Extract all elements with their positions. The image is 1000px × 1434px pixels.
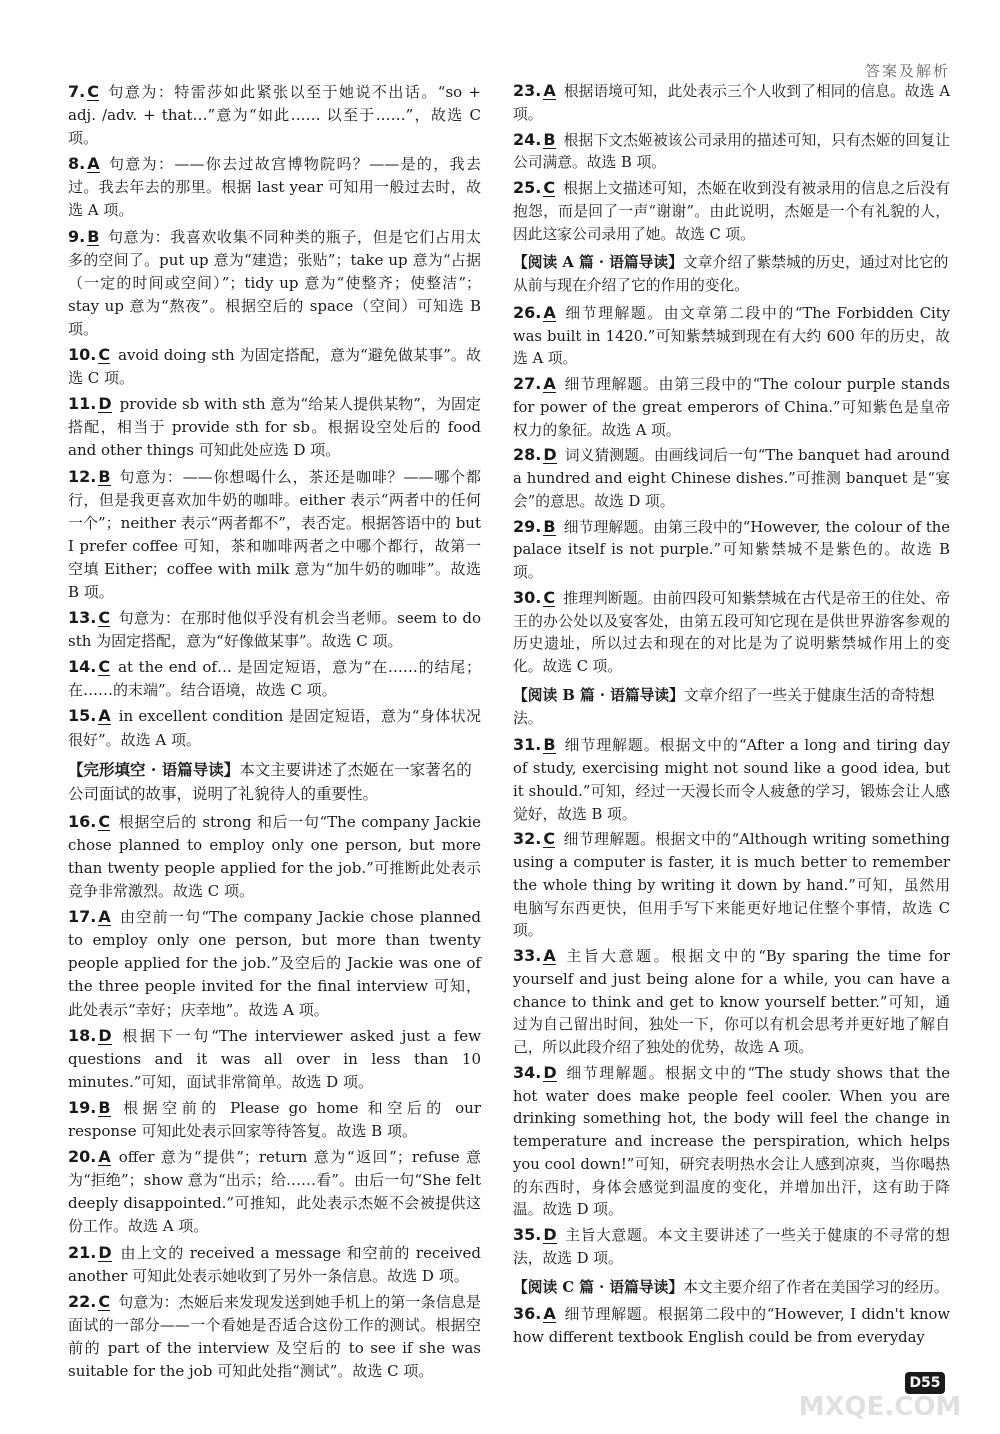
answer-letter: A: [543, 1304, 556, 1324]
answer-letter: C: [87, 82, 99, 101]
question-number: 32.: [513, 829, 542, 849]
answer-item: [68, 465, 481, 605]
answer-item: [513, 828, 950, 943]
answer-letter: B: [543, 129, 556, 149]
explanation-text: 句意为：特雷莎如此紧张以至于她说不出话。“so + adj. /adv. + that…”意为“如此…… 以至于……”，故选 C 项。: [68, 83, 481, 148]
explanation-text: 推理判断题。由前四段可知紫禁城在古代是帝王的住处、帝王的办公处以及宴客处，由第五段可知它现在是供世界游客参观的历史遗址，所以过去和现在的对比是为了说明紫禁城作用上的变化。故选 C 项。: [513, 589, 950, 675]
watermark-text: MXQE.COM: [798, 1392, 962, 1422]
explanation-text: 根据语境可知，此处表示三个人收到了相同的信息。故选 A 项。: [513, 83, 950, 123]
answer-item: [68, 905, 481, 1021]
answer-letter: C: [98, 345, 111, 365]
question-number: 36.: [513, 1304, 542, 1324]
section-guide-title: 【完形填空 · 语篇导读】: [68, 759, 240, 779]
section-guide: [513, 1277, 950, 1300]
answer-item: [68, 152, 481, 222]
section-guide-body: 本文主要介绍了作者在美国学习的经历。: [683, 1278, 949, 1296]
answer-item: [513, 129, 950, 176]
question-number: 10.: [68, 345, 97, 365]
answer-letter: B: [543, 516, 556, 536]
answer-item: [513, 1224, 950, 1271]
question-number: 15.: [68, 706, 97, 726]
answer-letter: D: [543, 1225, 557, 1244]
explanation-text: 句意为：我喜欢收集不同种类的瓶子，但是它们占用太多的空间了。put up 意为“建造；张贴”；take up 意为“占据（一定的时间或空间）”；tidy up 意为“使整齐；使整洁”；stay up 意为“熬夜”。根据空后的 space（空间）可知选 B 项。: [68, 227, 481, 338]
question-number: 31.: [513, 735, 542, 755]
answer-letter: C: [543, 587, 556, 607]
explanation-text: 根据下文杰姬被该公司录用的描述可知，只有杰姬的回复让公司满意。故选 B 项。: [513, 131, 950, 172]
answer-item: [68, 1096, 481, 1143]
question-number: 18.: [68, 1025, 97, 1045]
answer-item: [513, 444, 950, 513]
answer-item: [68, 1024, 481, 1094]
question-number: 14.: [68, 657, 97, 677]
answer-letter: A: [87, 154, 100, 174]
right-column: [513, 80, 950, 1352]
answer-letter: C: [543, 178, 556, 197]
question-number: 9.: [68, 226, 86, 246]
section-guide-title: 【阅读 A 篇 · 语篇导读】: [513, 254, 683, 272]
question-number: 13.: [68, 608, 97, 628]
left-column: [68, 80, 481, 1385]
answer-item: [513, 80, 950, 127]
answer-letter: A: [543, 374, 556, 393]
answer-letter: B: [543, 735, 556, 755]
explanation-text: 细节理解题。由文章第二段中的“The Forbidden City was built in 1420.”可知紫禁城到现在有大约 600 年的历史，故选 A 项。: [513, 304, 950, 368]
answer-item: [513, 516, 950, 585]
explanation-text: 句意为：在那时他似乎没有机会当老师。seem to do sth 为固定搭配，意为“好像做某事”。故选 C 项。: [68, 609, 481, 651]
explanation-text: 由上文的 received a message 和空前的 received another 可知此处表示她收到了另外一条信息。故选 D 项。: [68, 1243, 481, 1285]
question-number: 24.: [513, 129, 542, 149]
answer-letter: C: [98, 657, 111, 677]
question-number: 21.: [68, 1242, 97, 1262]
question-number: 8.: [68, 154, 86, 174]
explanation-text: 根据空前的 Please go home 和空后的 our response 可知此处表示回家等待答复。故选 B 项。: [68, 1098, 481, 1141]
question-number: 7.: [68, 82, 86, 101]
explanation-text: 由空前一句“The company Jackie chose planned to employ only one person, but more than twenty people applied for the job.”及空后的 Jackie was one of the three people invited for the final interview 可知，此处表示“幸好；庆幸地”。故选 A 项。: [68, 908, 481, 1019]
explanation-text: 细节理解题。根据文中的“After a long and tiring day of study, exercising might not sound like a good idea, but it should.”可知，经过一天漫长而令人疲惫的学习，锻炼会让人感觉好，故选 B 项。: [513, 737, 950, 823]
explanation-text: offer 意为“提供”；return 意为“返回”；refuse 意为“拒绝”；show 意为“出示；给……看”。由后一句“She felt deeply disappointed.”可推知，此处表示杰姬不会被提供这份工作。故选 A 项。: [68, 1148, 481, 1236]
answer-item: [513, 177, 950, 246]
explanation-text: 根据下一句“The interviewer asked just a few questions and it was all over in less than 10 minutes.”可知，面试非常简单。故选 D 项。: [68, 1026, 481, 1091]
answer-item: [513, 373, 950, 442]
question-number: 20.: [68, 1147, 97, 1167]
question-number: 26.: [513, 302, 542, 322]
answer-letter: C: [98, 608, 111, 628]
answer-item: [68, 606, 481, 653]
answer-item: [513, 734, 950, 826]
answer-item: [68, 704, 481, 751]
question-number: 16.: [68, 811, 97, 831]
page-number: D55: [905, 1372, 945, 1394]
question-number: 34.: [513, 1062, 542, 1082]
answer-letter: B: [98, 1097, 111, 1117]
question-number: 25.: [513, 178, 542, 197]
answer-item: [68, 1290, 481, 1383]
explanation-text: at the end of… 是固定短语，意为“在……的结尾；在……的末端”。结合语境，故选 C 项。: [68, 658, 481, 700]
answer-item: [68, 80, 481, 150]
section-guide-body: 文章介绍了一些关于健康生活的奇特想法。: [513, 686, 935, 727]
question-number: 28.: [513, 445, 542, 465]
question-number: 30.: [513, 587, 542, 607]
explanation-text: 细节理解题。根据文中的“The study shows that the hot water does make people feel cooler. When you are drinking something hot, the body will feel the change in temperature and increase the perspiration, which helps you cool down!”可知，研究表明热水会让人感到凉爽，当你喝热的东西时，身体会感觉到温度的变化，并增加出汗，这有助于降温。故选 D 项。: [513, 1064, 950, 1219]
watermark: [790, 1330, 970, 1430]
answer-letter: A: [98, 1147, 111, 1167]
explanation-text: 句意为：杰姬后来发现发送到她手机上的第一条信息是面试的一部分——一个看她是否适合这份工作的测试。根据空前的 part of the interview 及空后的 to see if she was suitable for the job 可知此处指“测试”。故选 C 项。: [68, 1292, 481, 1380]
section-guide-body: 文章介绍了紫禁城的历史，通过对比它的从前与现在介绍了它的作用的变化。: [513, 254, 949, 294]
explanation-text: 根据上文描述可知，杰姬在收到没有被录用的信息之后没有抱怨，而是回了一声“谢谢”。由此说明，杰姬是一个有礼貌的人，因此这家公司录用了她。故选 C 项。: [513, 180, 950, 243]
answer-letter: A: [543, 946, 556, 965]
answer-item: [68, 1145, 481, 1238]
explanation-text: avoid doing sth 为固定搭配，意为“避免做某事”。故选 C 项。: [68, 346, 481, 388]
answer-letter: A: [543, 302, 556, 322]
answer-item: [513, 302, 950, 371]
question-number: 35.: [513, 1225, 542, 1244]
question-number: 17.: [68, 907, 97, 927]
explanation-text: 细节理解题。由第三段中的“However, the colour of the palace itself is not purple.”可知紫禁城不是紫色的。故选 B 项。: [513, 518, 950, 581]
answer-item: [513, 587, 950, 679]
section-guide: [513, 685, 950, 731]
answer-letter: C: [98, 811, 111, 831]
explanation-text: provide sb with sth 意为“给某人提供某物”，为固定搭配，相当于 provide sth for sb。根据设空处后的 food and other things 可知此处应选 D 项。: [68, 395, 481, 460]
answer-letter: D: [543, 1062, 557, 1082]
section-guide-title: 【阅读 C 篇 · 语篇导读】: [513, 1278, 684, 1296]
explanation-text: 词义猜测题。由画线词后一句“The banquet had around a hundred and eight Chinese dishes.”可推测 banquet 是“宴会”的意思。故选 D 项。: [513, 447, 950, 510]
answer-letter: C: [98, 1291, 111, 1311]
answer-item: [68, 225, 481, 341]
question-number: 29.: [513, 516, 542, 536]
explanation-text: 细节理解题。根据文中的“Although writing something using a computer is faster, it is much better to remember the whole thing by writing it down by hand.”可知，虽然用电脑写东西更快，但用手写下来能更好地记住整个事情，故选 C 项。: [513, 831, 950, 940]
explanation-text: 细节理解题。由第三段中的“The colour purple stands for power of the great emperors of China.”可知紫色是皇帝权力的象征。故选 A 项。: [513, 376, 950, 439]
answer-letter: B: [87, 226, 100, 246]
answer-letter: B: [98, 466, 111, 486]
explanation-text: 根据空后的 strong 和后一句“The company Jackie chose planned to employ only one person, but more than twenty people applied for the job.”可推断此处表示竞争非常激烈。故选 C 项。: [68, 812, 481, 901]
explanation-text: 细节理解题。根据第二段中的“However, I didn't know how different textbook English could be from everyday: [513, 1306, 950, 1346]
question-number: 19.: [68, 1097, 97, 1117]
question-number: 22.: [68, 1291, 97, 1311]
answer-letter: D: [543, 445, 557, 465]
answer-letter: A: [98, 706, 111, 726]
answer-item: [68, 392, 481, 462]
answer-item: [513, 945, 950, 1060]
question-number: 11.: [68, 394, 97, 414]
answer-letter: D: [98, 1025, 112, 1045]
section-guide: [513, 252, 950, 298]
explanation-text: 主旨大意题。本文主要讲述了一些关于健康的不寻常的想法，故选 D 项。: [513, 1227, 950, 1267]
section-guide: [68, 758, 481, 806]
answer-letter: D: [98, 394, 112, 414]
answer-item: [68, 343, 481, 390]
explanation-text: 句意为：——你去过故宫博物院吗？——是的，我去过。我去年去的那里。根据 last year 可知用一般过去时，故选 A 项。: [68, 155, 481, 220]
question-number: 12.: [68, 466, 97, 486]
explanation-text: 主旨大意题。根据文中的“By sparing the time for yourself and just being alone for a while, you can have a chance to think and get to know yourself better.”可知，通过为自己留出时间，独处一下，你可以有机会思考并更好地了解自己，所以此段介绍了独处的优势，故选 A 项。: [513, 948, 950, 1056]
question-number: 33.: [513, 946, 542, 965]
answer-letter: C: [543, 829, 556, 849]
page-header: 答案及解析: [864, 62, 950, 80]
answer-letter: A: [543, 81, 556, 100]
question-number: 23.: [513, 81, 542, 100]
explanation-text: 句意为：——你想喝什么，茶还是咖啡？——哪个都行，但是我更喜欢加牛奶的咖啡。either 表示“两者中的任何一个”；neither 表示“两者都不”，表否定。根据答语中的 but I prefer coffee 可知，茶和咖啡两者之中哪个都行，故第一空填 Either；coffee with milk 意为“加牛奶的咖啡”。故选 B 项。: [68, 467, 481, 601]
answer-letter: D: [98, 1242, 112, 1262]
section-guide-body: 本文主要讲述了杰姬在一家著名的公司面试的故事，说明了礼貌待人的重要性。: [68, 760, 472, 803]
answer-item: [513, 1062, 950, 1222]
explanation-text: in excellent condition 是固定短语，意为“身体状况很好”。故选 A 项。: [68, 707, 481, 749]
question-number: 27.: [513, 374, 542, 393]
answer-item: [68, 1241, 481, 1288]
answer-item: [68, 655, 481, 702]
answer-item: [68, 810, 481, 903]
section-guide-title: 【阅读 B 篇 · 语篇导读】: [513, 686, 684, 704]
answer-letter: A: [98, 907, 111, 927]
